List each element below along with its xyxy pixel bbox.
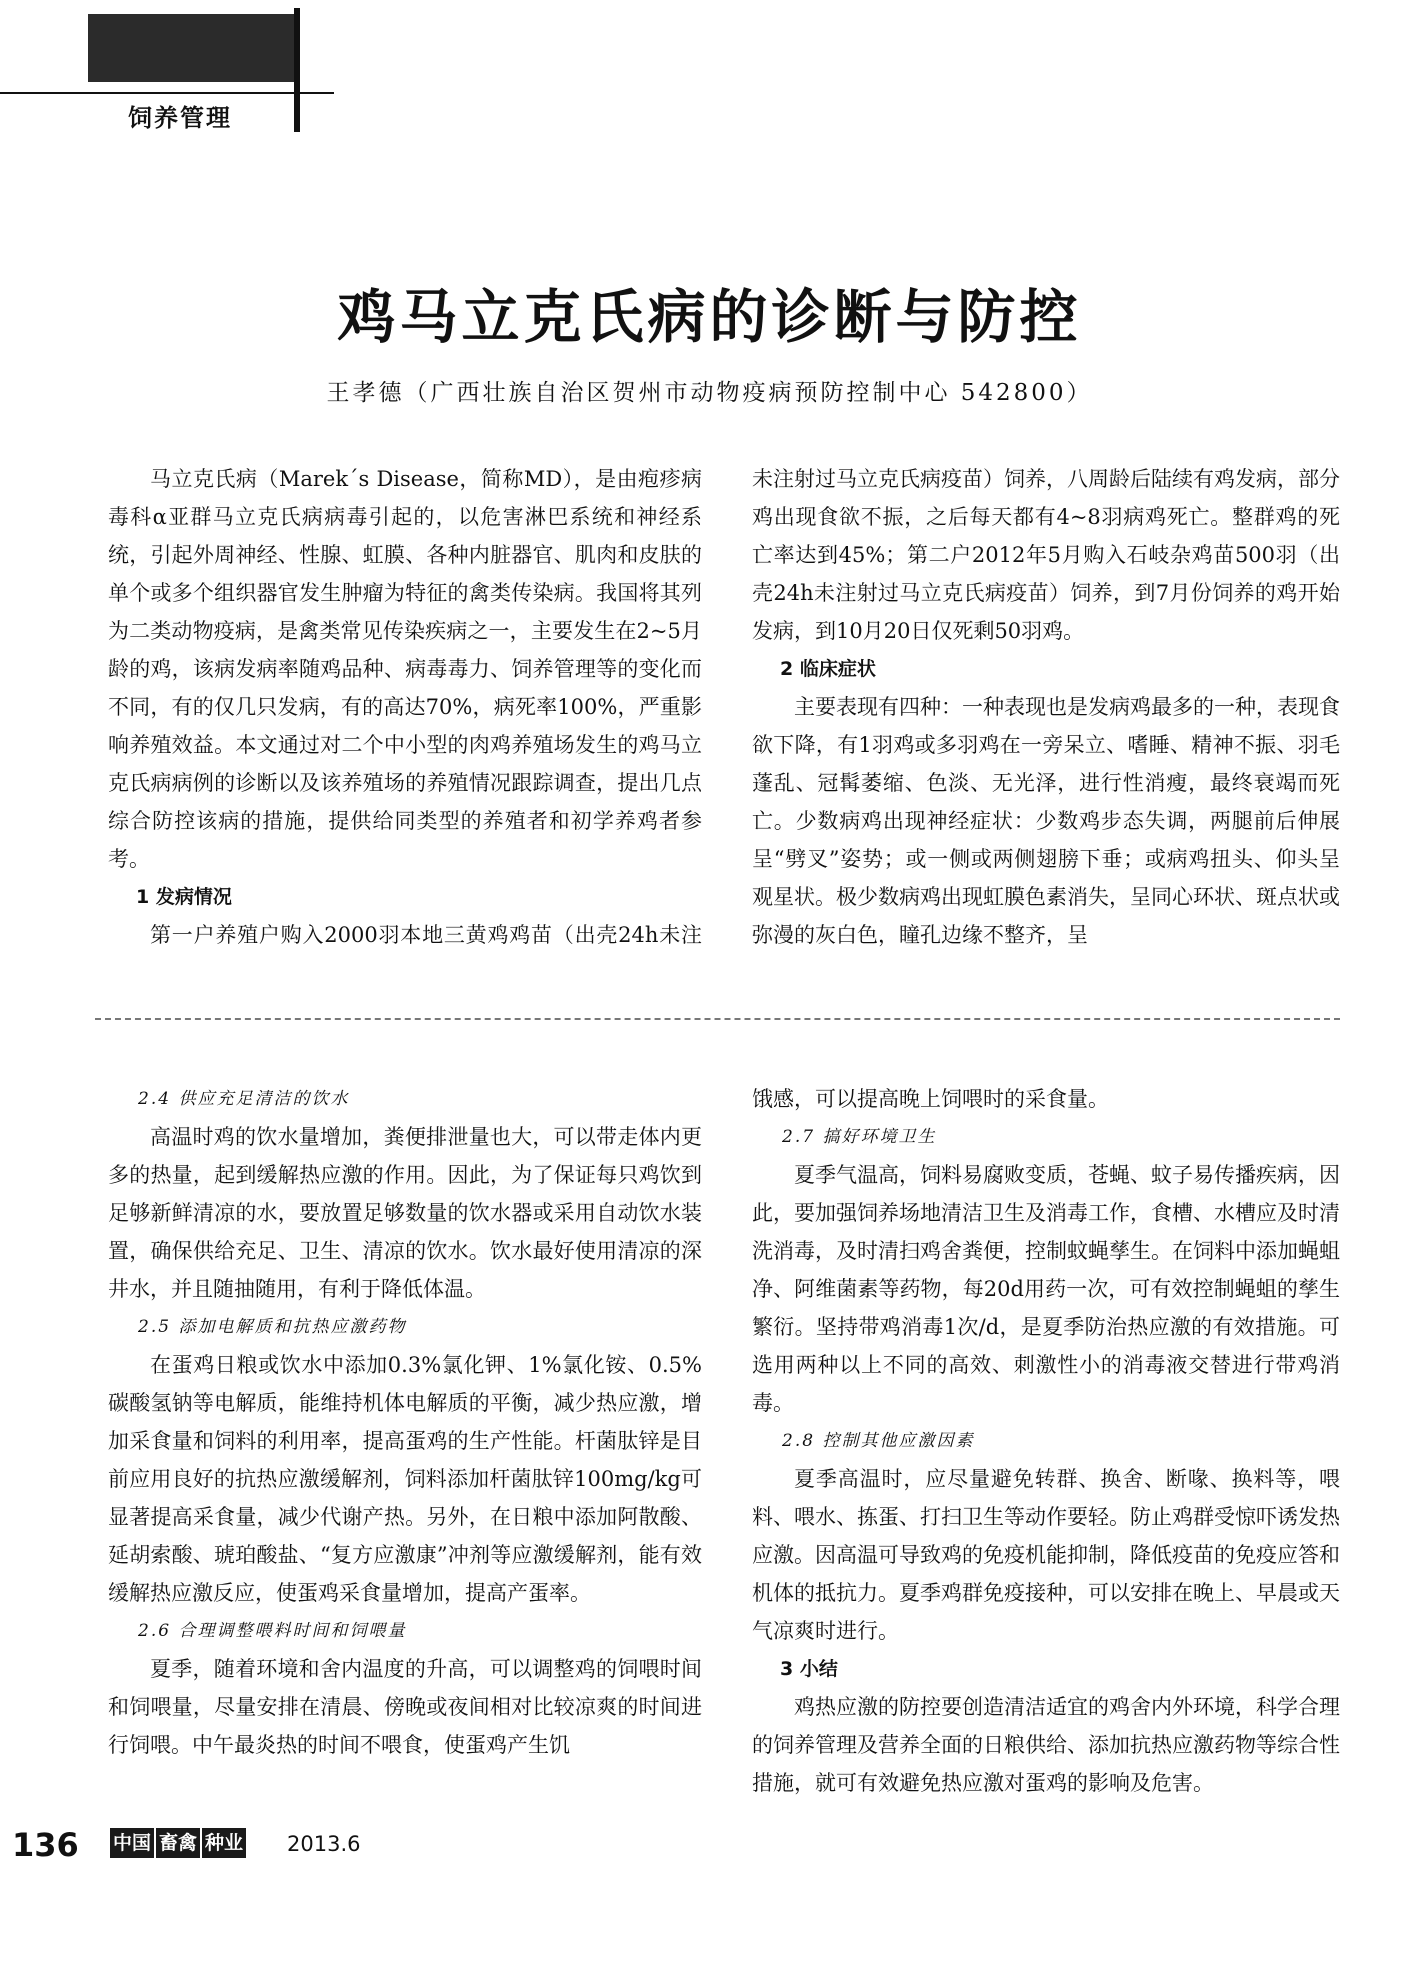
header-vertical-rule: [294, 8, 300, 132]
section-3-text: 鸡热应激的防控要创造清洁适宜的鸡舍内外环境，科学合理的饲养管理及营养全面的日粮供给、添加抗热应激药物等综合性措施，就可有效避免热应激对蛋鸡的影响及危害。: [752, 1695, 1340, 1795]
section-2-6-continued: 饿感，可以提高晚上饲喂时的采食量。: [752, 1087, 1109, 1111]
section-3-heading: 3 小结: [780, 1658, 838, 1680]
section-2-text: 主要表现有四种：一种表现也是发病鸡最多的一种，表现食欲下降，有1羽鸡或多羽鸡在一旁呆立、嗜睡、精神不振、羽毛蓬乱、冠髯萎缩、色淡、无光泽，进行性消瘦，最终衰竭而死亡。少数病鸡出现神经症状：少数鸡步态失调，两腿前后伸展呈“劈叉”姿势；或一侧或两侧翅膀下垂；或病鸡扭头、仰头呈观星状。极少数病鸡出现虹膜色素消失，呈同心环状、斑点状或弥漫的灰白色，瞳孔边缘不整齐，呈: [752, 695, 1340, 947]
header-decor-block: [88, 14, 296, 82]
page-divider: [95, 1018, 1340, 1020]
section-1-heading: 1 发病情况: [136, 886, 232, 908]
section-1-continued: 未注射过马立克氏病疫苗）饲养，八周龄后陆续有鸡发病，部分鸡出现食欲不振，之后每天都有4~8羽病鸡死亡。整群鸡的死亡率达到45%；第二户2012年5月购入石岐杂鸡苗500羽（出壳24h未注射过马立克氏病疫苗）饲养，到7月份饲养的鸡开始发病，到10月20日仅死剩50羽鸡。: [752, 467, 1340, 643]
section-2-heading: 2 临床症状: [780, 658, 876, 680]
journal-logo-part: 种业: [202, 1828, 246, 1858]
section-2-6-text: 夏季，随着环境和舍内温度的升高，可以调整鸡的饲喂时间和饲喂量，尽量安排在清晨、傍晚或夜间相对比较凉爽的时间进行饲喂。中午最炎热的时间不喂食，使蛋鸡产生饥: [108, 1657, 702, 1757]
section-2-7-text: 夏季气温高，饲料易腐败变质，苍蝇、蚊子易传播疾病，因此，要加强饲养场地清洁卫生及消毒工作，食槽、水槽应及时清洗消毒，及时清扫鸡舍粪便，控制蚊蝇孳生。在饲料中添加蝇蛆净、阿维菌素等药物，每20d用药一次，可有效控制蝇蛆的孳生繁衍。坚持带鸡消毒1次/d，是夏季防治热应激的有效措施。可选用两种以上不同的高效、刺激性小的消毒液交替进行带鸡消毒。: [752, 1163, 1340, 1415]
section-2-6-heading: 2.6 合理调整喂料时间和饲喂量: [138, 1621, 407, 1641]
lower-left-column: [108, 1080, 702, 1764]
intro-paragraph: 马立克氏病（Marek´s Disease，简称MD），是由疱疹病毒科α亚群马立克氏病病毒引起的，以危害淋巴系统和神经系统，引起外周神经、性腺、虹膜、各种内脏器官、肌肉和皮肤的单个或多个组织器官发生肿瘤为特征的禽类传染病。我国将其列为二类动物疫病，是禽类常见传染疾病之一，主要发生在2~5月龄的鸡，该病发病率随鸡品种、病毒毒力、饲养管理等的变化而不同，有的仅几只发病，有的高达70%，病死率100%，严重影响养殖效益。本文通过对二个中小型的肉鸡养殖场发生的鸡马立克氏病病例的诊断以及该养殖场的养殖情况跟踪调查，提出几点综合防控该病的措施，提供给同类型的养殖者和初学养鸡者参考。: [108, 467, 702, 871]
section-2-4-heading: 2.4 供应充足清洁的饮水: [138, 1089, 350, 1109]
section-2-7-heading: 2.7 搞好环境卫生: [782, 1127, 937, 1147]
section-2-4-text: 高温时鸡的饮水量增加，粪便排泄量也大，可以带走体内更多的热量，起到缓解热应激的作用。因此，为了保证每只鸡饮到足够新鲜清凉的水，要放置足够数量的饮水器或采用自动饮水装置，确保供给充足、卫生、清凉的饮水。饮水最好使用清凉的深井水，并且随抽随用，有利于降低体温。: [108, 1125, 702, 1301]
issue-date: 2013.6: [287, 1832, 361, 1856]
section-label: 饲养管理: [128, 104, 232, 132]
section-1-text: 第一户养殖户购入2000羽本地三黄鸡鸡苗（出壳24h未注: [150, 923, 702, 947]
section-2-5-heading: 2.5 添加电解质和抗热应激药物: [138, 1317, 407, 1337]
upper-left-column: [108, 460, 702, 954]
journal-logo-part: 中国: [110, 1828, 154, 1858]
page-number: 136: [12, 1826, 79, 1864]
article-title: 鸡马立克氏病的诊断与防控: [337, 283, 1082, 351]
section-2-8-text: 夏季高温时，应尽量避免转群、换舍、断喙、换料等，喂料、喂水、拣蛋、打扫卫生等动作要轻。防止鸡群受惊吓诱发热应激。因高温可导致鸡的免疫机能抑制，降低疫苗的免疫应答和机体的抵抗力。夏季鸡群免疫接种，可以安排在晚上、早晨或天气凉爽时进行。: [752, 1467, 1340, 1643]
upper-right-column: [752, 460, 1340, 954]
section-2-5-text: 在蛋鸡日粮或饮水中添加0.3%氯化钾、1%氯化铵、0.5%碳酸氢钠等电解质，能维持机体电解质的平衡，减少热应激，增加采食量和饲料的利用率，提高蛋鸡的生产性能。杆菌肽锌是目前应用良好的抗热应激缓解剂，饲料添加杆菌肽锌100mg/kg可显著提高采食量，减少代谢产热。另外，在日粮中添加阿散酸、延胡索酸、琥珀酸盐、“复方应激康”冲剂等应激缓解剂，能有效缓解热应激反应，使蛋鸡采食量增加，提高产蛋率。: [108, 1353, 702, 1605]
lower-right-column: [752, 1080, 1340, 1802]
section-2-8-heading: 2.8 控制其他应激因素: [782, 1431, 975, 1451]
journal-logo: [110, 1828, 246, 1858]
journal-logo-part: 畜禽: [156, 1828, 200, 1858]
header-horizontal-rule: [0, 92, 334, 94]
article-author: 王孝德（广西壮族自治区贺州市动物疫病预防控制中心 542800）: [326, 380, 1093, 406]
